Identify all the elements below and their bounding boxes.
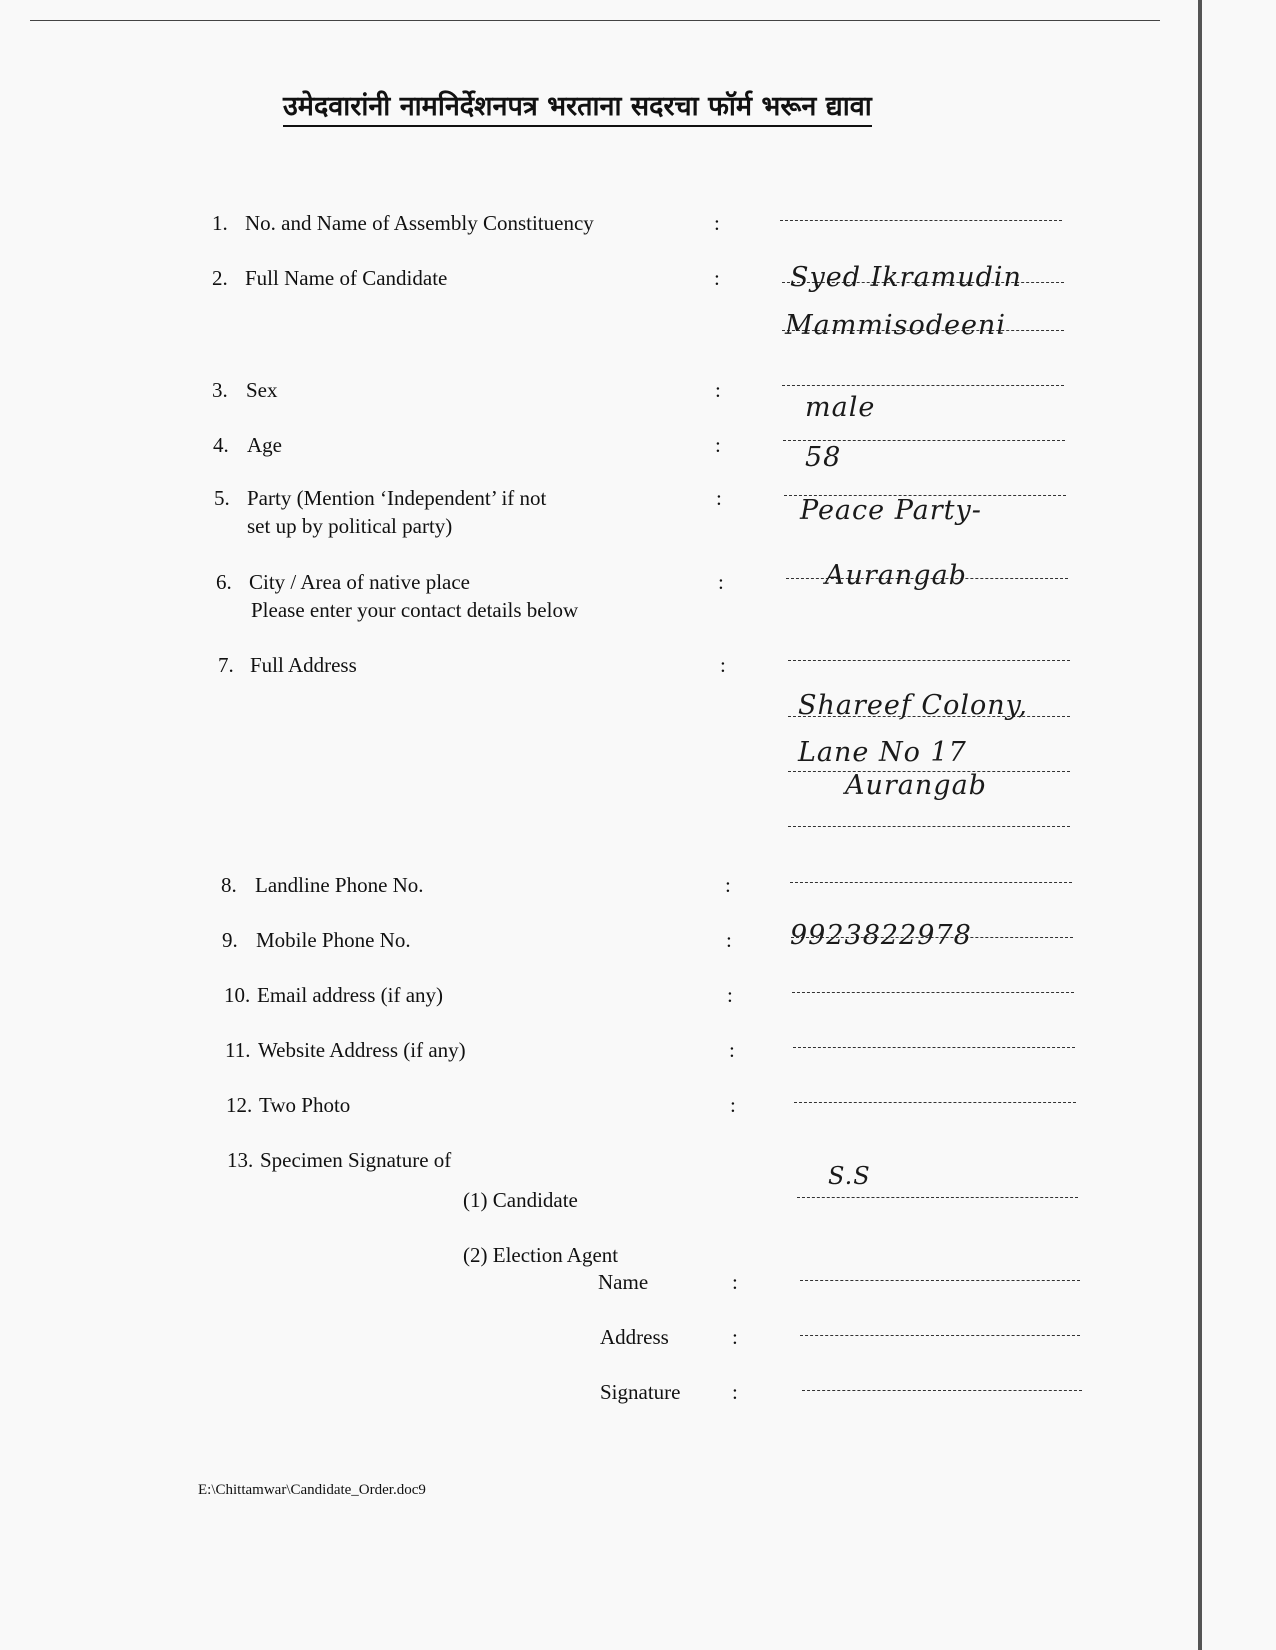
top-rule (30, 20, 1160, 21)
agent-signature-line (802, 1390, 1082, 1391)
form-title: उमेदवारांनी नामनिर्देशनपत्र भरताना सदरचा फॉर्म भरून द्यावा (283, 86, 872, 127)
field-label: Party (Mention ‘Independent’ if not (247, 486, 547, 510)
field-number: 3. (212, 378, 228, 402)
candidate-signature-line (797, 1197, 1078, 1198)
candidate-signature: S.S (828, 1162, 871, 1190)
field-number: 4. (213, 433, 229, 457)
field-number: 11. (225, 1038, 251, 1062)
agent-address-label: Address (600, 1325, 669, 1349)
colon: : (718, 570, 724, 594)
field-label: Landline Phone No. (255, 873, 424, 897)
file-path-footer: E:\Chittamwar\Candidate_Order.doc9 (198, 1482, 426, 1498)
field-entry-line (794, 1102, 1076, 1103)
handwritten-value: 58 (805, 442, 842, 473)
field-label: Email address (if any) (257, 983, 444, 1007)
colon: : (714, 211, 720, 235)
colon: : (729, 1038, 735, 1062)
handwritten-value: Shareef Colony, (798, 690, 1028, 721)
field-label: Two Photo (259, 1093, 351, 1117)
colon: : (732, 1380, 738, 1404)
field-number: 1. (212, 211, 228, 235)
field-entry-line (780, 220, 1062, 221)
field-label-line2: Please enter your contact details below (251, 598, 579, 622)
field-label: Mobile Phone No. (256, 928, 411, 952)
handwritten-value2: Mammisodeeni (785, 310, 1006, 341)
colon: : (720, 653, 726, 677)
field-number: 5. (214, 486, 230, 510)
field-entry-line (788, 660, 1070, 661)
agent-name-label: Name (598, 1270, 649, 1294)
field-label: Age (247, 433, 282, 457)
agent-signature-label: Signature (600, 1380, 681, 1404)
field-entry-line (788, 826, 1070, 827)
field-label: Website Address (if any) (258, 1038, 466, 1062)
field-label-line2: set up by political party) (247, 514, 453, 538)
field-label: Sex (246, 378, 278, 402)
field-number: 9. (222, 928, 238, 952)
field-entry-line (792, 992, 1074, 993)
colon: : (730, 1093, 736, 1117)
field-number: 8. (221, 873, 237, 897)
field-entry-line (793, 1047, 1075, 1048)
handwritten-value: Syed Ikramudin (790, 262, 1022, 293)
handwritten-value: male (805, 392, 876, 423)
colon: : (732, 1325, 738, 1349)
field-number: 12. (226, 1093, 253, 1117)
field-entry-line (783, 440, 1065, 441)
handwritten-value: Aurangab (825, 560, 967, 591)
field-number: 10. (224, 983, 251, 1007)
colon: : (715, 433, 721, 457)
colon: : (726, 928, 732, 952)
colon: : (725, 873, 731, 897)
handwritten-value: Peace Party- (800, 495, 982, 526)
colon: : (716, 486, 722, 510)
colon: : (727, 983, 733, 1007)
handwritten-value2: Lane No 17 (798, 737, 967, 768)
candidate-signature-label: (1) Candidate (463, 1188, 578, 1212)
handwritten-value: 9923822978 (790, 920, 972, 951)
field-label: City / Area of native place (249, 570, 471, 594)
field-label: Full Name of Candidate (245, 266, 448, 290)
field-number: 7. (218, 653, 234, 677)
agent-name-line (800, 1280, 1080, 1281)
colon: : (732, 1270, 738, 1294)
election-agent-label: (2) Election Agent (463, 1243, 619, 1267)
field-number: 13. (227, 1148, 254, 1172)
field-label: Specimen Signature of (260, 1148, 452, 1172)
scan-edge (1198, 0, 1202, 1650)
field-entry-line (790, 882, 1072, 883)
field-number: 6. (216, 570, 232, 594)
handwritten-value3: Aurangab (845, 770, 987, 801)
field-label: No. and Name of Assembly Constituency (245, 211, 594, 235)
field-entry-line (782, 385, 1064, 386)
field-number: 2. (212, 266, 228, 290)
colon: : (714, 266, 720, 290)
field-label: Full Address (250, 653, 357, 677)
agent-address-line (800, 1335, 1080, 1336)
colon: : (715, 378, 721, 402)
